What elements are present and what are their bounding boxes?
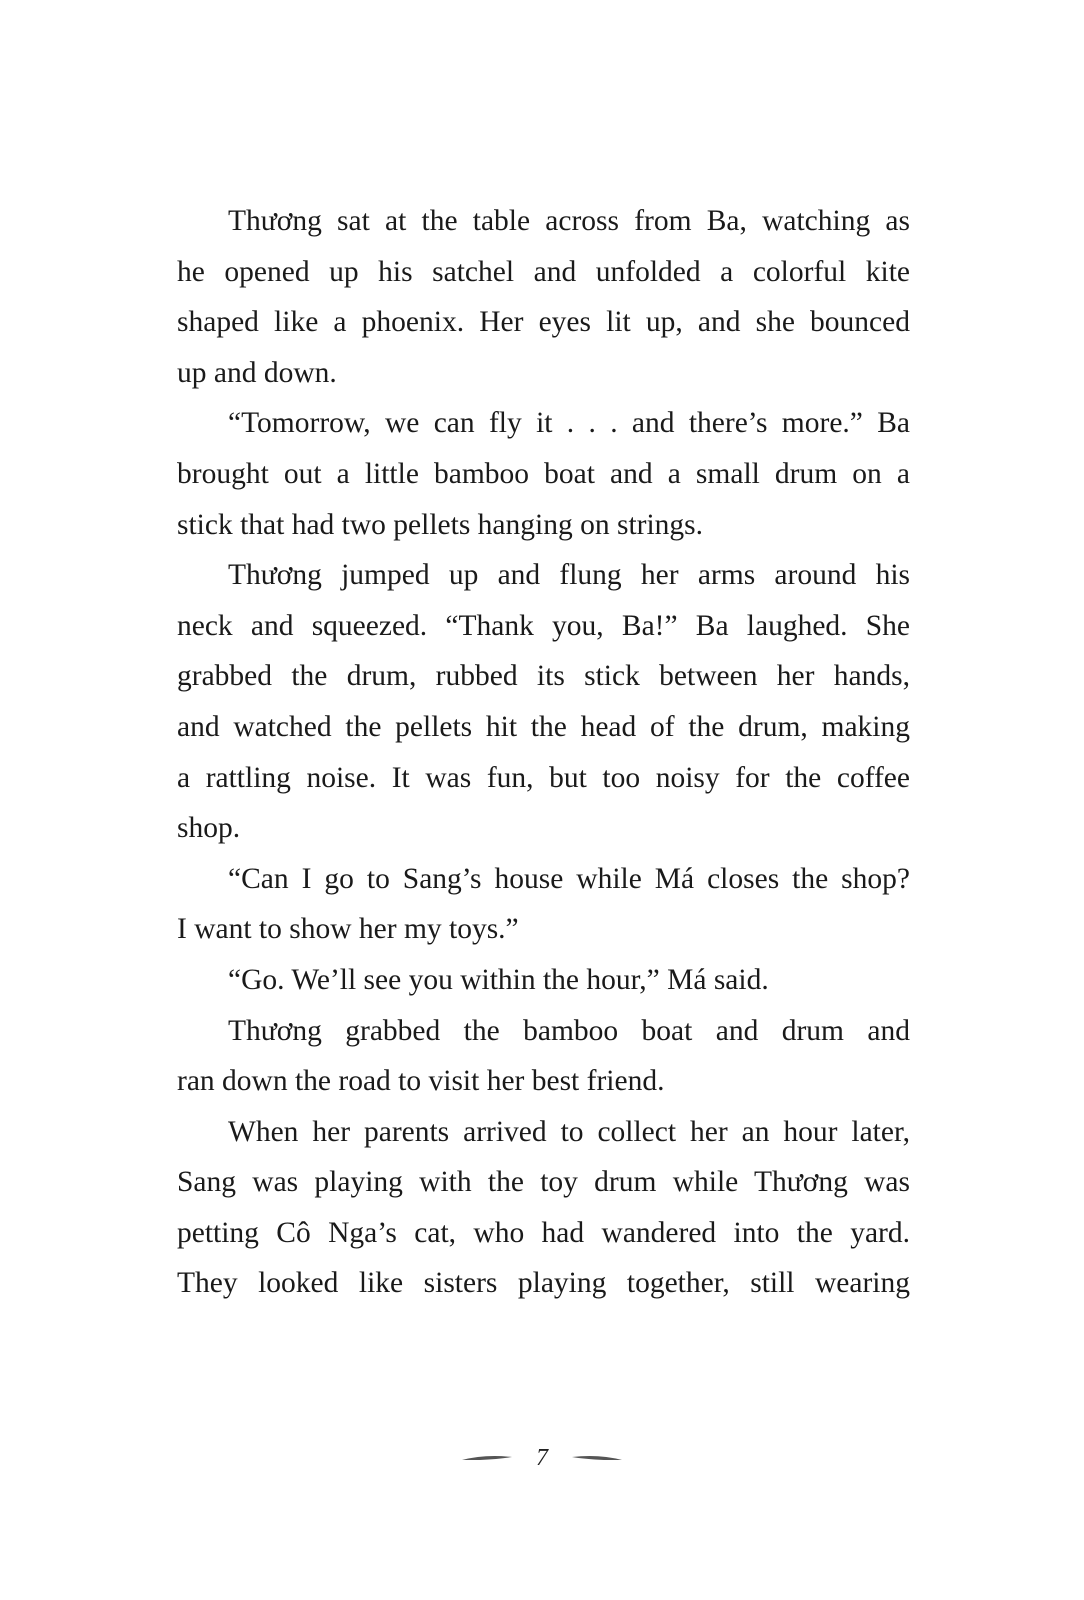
text-line: Sang was playing with the toy drum while Thương was [177, 1166, 910, 1199]
text-line: “Tomorrow, we can fly it . . . and there’s more.” Ba [228, 407, 910, 440]
text-line: Thương jumped up and flung her arms around his [228, 559, 910, 592]
left-swash-ornament-icon [460, 1452, 518, 1464]
text-line: a rattling noise. It was fun, but too noisy for the coffee [177, 761, 910, 794]
text-line: Thương grabbed the bamboo boat and drum and [228, 1014, 910, 1047]
text-line: shaped like a phoenix. Her eyes lit up, and she bounced [177, 306, 910, 339]
text-line: ran down the road to visit her best friend. [177, 1065, 665, 1098]
text-line: and watched the pellets hit the head of the drum, making [177, 710, 910, 743]
text-line: Thương sat at the table across from Ba, watching as [228, 205, 910, 237]
page-footer [0, 1438, 1084, 1478]
text-line: “Can I go to Sang’s house while Má closes the shop? [228, 862, 910, 895]
text-line: petting Cô Nga’s cat, who had wandered into the yard. [177, 1216, 910, 1249]
text-line: brought out a little bamboo boat and a small drum on a [177, 457, 910, 490]
text-line: he opened up his satchel and unfolded a colorful kite [177, 255, 910, 288]
text-line: When her parents arrived to collect her an hour later, [228, 1115, 910, 1148]
text-line: They looked like sisters playing together, still wearing [177, 1267, 910, 1300]
right-swash-ornament-icon [566, 1452, 624, 1464]
text-line: shop. [177, 812, 241, 845]
text-line: I want to show her my toys.” [177, 913, 519, 946]
text-line: “Go. We’ll see you within the hour,” Má said. [228, 963, 769, 996]
text-line: neck and squeezed. “Thank you, Ba!” Ba laughed. She [177, 609, 910, 642]
text-line: stick that had two pellets hanging on strings. [177, 508, 704, 541]
text-line: grabbed the drum, rubbed its stick between her hands, [177, 660, 910, 693]
body-text [177, 196, 910, 1309]
text-line: up and down. [177, 356, 337, 389]
page-number: 7 [536, 1444, 548, 1471]
